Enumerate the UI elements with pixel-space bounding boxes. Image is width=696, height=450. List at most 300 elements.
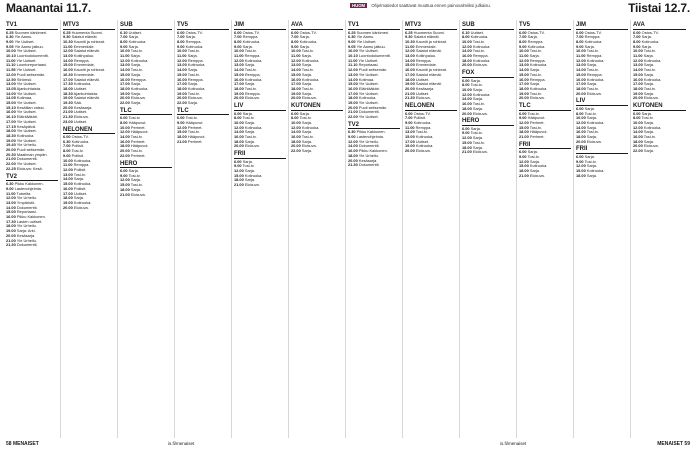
channel-heading: SUB	[120, 22, 172, 30]
program-time: 20.00	[120, 148, 130, 154]
program-time: 11.00	[120, 53, 130, 59]
program-time: 12.00	[462, 91, 472, 97]
program-title: Strömsö.	[16, 76, 33, 82]
program-title: Lastenohjelmia.	[14, 185, 42, 191]
program-time: 14.00	[177, 67, 187, 73]
program-title: Kotiruoka.	[586, 168, 605, 174]
program-title: Salatut elämät.	[73, 95, 100, 101]
program-time: 17.00	[576, 81, 586, 87]
program-title: Sarja.	[586, 124, 598, 130]
program-time: 21.30	[348, 162, 358, 168]
program-time: 9.05	[6, 43, 14, 49]
program-title: Tosi-tv.	[301, 67, 314, 73]
program-title: Yle Uutiset.	[358, 71, 379, 77]
program-title: Yle Urheilu.	[358, 138, 379, 144]
program-time: 15.00	[576, 168, 586, 174]
program-title: Sarja.	[301, 148, 313, 154]
program-time: 14.00	[63, 176, 73, 182]
program-time: 9.00	[405, 119, 413, 125]
program-time: 15.00	[462, 139, 472, 145]
program-time: 21.00	[6, 156, 16, 162]
program-time: 16.00	[291, 134, 301, 140]
program-time: 7.00	[519, 34, 527, 40]
program-time: 8.00	[234, 38, 242, 44]
program-title: Kotiruoka.	[643, 76, 662, 82]
channel-heading: HERO	[120, 161, 172, 169]
program-listing	[348, 163, 400, 168]
program-time: 14.00	[462, 48, 472, 54]
program-title: Sarja.	[472, 87, 484, 93]
program-title: Sarja.	[586, 163, 598, 169]
program-time: 14.00	[6, 90, 16, 96]
program-title: Hääpuvut.	[185, 119, 204, 125]
program-listing	[519, 174, 571, 179]
program-time: 16.10	[6, 114, 16, 120]
program-title: Hääpuvut.	[128, 119, 147, 125]
program-time: 17.15	[6, 123, 16, 129]
program-time: 6.00	[576, 105, 584, 111]
program-time: 20.00	[462, 62, 472, 68]
program-time: 8.00	[462, 34, 470, 40]
program-listing	[234, 144, 286, 149]
program-time: 6.10	[120, 29, 128, 35]
program-listing	[120, 101, 172, 106]
program-time: 18.00	[519, 85, 529, 91]
program-time: 12.00	[63, 48, 73, 54]
program-title: Tosi-tv.	[529, 71, 542, 77]
program-title: Sarja.	[244, 168, 256, 174]
program-time: 21.00	[519, 134, 529, 140]
program-title: Tosi-tv.	[130, 67, 143, 73]
program-time: 9.00	[177, 43, 185, 49]
program-time: 18.00	[63, 85, 73, 91]
program-time: 6.00	[633, 110, 641, 116]
program-title: Sarja.	[242, 43, 253, 49]
program-title: Yle Aamu.	[14, 34, 33, 40]
program-title: Kesäsarja.	[358, 157, 378, 163]
program-time: 8.00	[576, 110, 584, 116]
program-time: 10.00	[234, 119, 244, 125]
program-time: 10.00	[462, 38, 472, 44]
program-title: Tosi-tv.	[244, 134, 257, 140]
program-time: 20.00	[6, 232, 16, 238]
program-time: 15.00	[6, 100, 16, 106]
program-time: 6.00	[405, 110, 413, 116]
program-time: 15.00	[177, 129, 187, 135]
program-time: 20.00	[234, 95, 244, 101]
program-time: 7.00	[576, 34, 584, 40]
program-title: Reportaasi.	[16, 209, 37, 215]
program-title: Yle Uutiset.	[14, 38, 35, 44]
program-time: 10.00	[120, 124, 130, 130]
program-time: 12.00	[234, 57, 244, 63]
program-title: Sarja.	[242, 110, 253, 116]
program-title: Huomenta Suomi.	[413, 29, 445, 35]
program-time: 9.00	[6, 38, 14, 44]
program-title: Yle Uutiset.	[358, 100, 379, 106]
program-listing	[6, 243, 58, 248]
program-title: Kotiruoka.	[472, 91, 491, 97]
program-title: Sää.	[73, 100, 82, 106]
program-title: Sarja.	[128, 168, 139, 174]
program-time: 16.30	[63, 71, 73, 77]
program-title: Elokuva.	[244, 95, 260, 101]
program-title: Tosi-tv.	[470, 82, 483, 88]
program-title: Tosi-tv.	[187, 90, 200, 96]
channel-heading: AVA	[633, 22, 686, 30]
program-title: Perheet.	[529, 134, 545, 140]
program-time: 12.00	[519, 57, 529, 63]
program-title: Kotiruoka.	[301, 57, 320, 63]
program-title: Puoli seitsemän.	[358, 67, 388, 73]
program-time: 16.00	[291, 76, 301, 82]
program-time: 12.50	[6, 76, 16, 82]
program-title: Remppa.	[73, 162, 90, 168]
program-title: Remppa.	[584, 34, 601, 40]
program-title: Ostos-TV.	[641, 29, 659, 35]
program-title: Sarja.	[472, 135, 484, 141]
program-listing	[348, 115, 400, 120]
program-title: Poliisit.	[413, 115, 426, 121]
schedule-column	[576, 20, 631, 438]
program-title: Elokuva.	[73, 114, 89, 120]
program-time: 14.05	[6, 95, 16, 101]
program-title: Dokumentti.	[358, 109, 380, 115]
program-title: Sarja: Arki.	[16, 228, 36, 234]
program-title: Kotiruoka.	[415, 134, 434, 140]
program-title: Uutiset.	[415, 90, 430, 96]
program-title: Yle Uutiset.	[16, 57, 37, 63]
program-title: Kotiruoka.	[413, 119, 432, 125]
program-time: 15.00	[519, 71, 529, 77]
program-title: Puoli seitsemän.	[358, 104, 388, 110]
program-time: 19.00	[405, 143, 415, 149]
program-title: Sarja.	[299, 110, 310, 116]
program-time: 10.00	[291, 48, 301, 54]
program-time: 10.00	[291, 119, 301, 125]
program-title: Sarja.	[643, 129, 655, 135]
program-time: 19.00	[633, 90, 643, 96]
program-time: 15.00	[519, 124, 529, 130]
program-time: 14.00	[576, 67, 586, 73]
program-time: 20.00	[348, 104, 358, 110]
program-title: Suomen kärkimeri.	[14, 29, 48, 35]
program-time: 12.00	[63, 166, 73, 172]
program-title: Tosi-tv.	[472, 101, 485, 107]
program-title: Kotiruoka.	[16, 132, 35, 138]
program-title: Tosi-tv.	[244, 67, 257, 73]
program-time: 6.00	[519, 29, 527, 35]
program-title: Sarja.	[584, 43, 595, 49]
program-time: 18.00	[348, 95, 358, 101]
program-title: Remppa.	[244, 71, 261, 77]
site-link-right[interactable]: is.fi/menaiset	[500, 441, 527, 446]
program-time: 6.10	[462, 29, 470, 35]
program-title: Remppa.	[472, 53, 489, 59]
program-time: 6.25	[405, 29, 413, 35]
program-title: Sarja.	[244, 119, 256, 125]
program-time: 6.00	[234, 110, 242, 116]
program-title: Yle Uutiset.	[16, 48, 37, 54]
schedule-column	[462, 20, 517, 438]
program-title: Kotimaa.	[16, 95, 33, 101]
program-title: Sarja.	[301, 129, 313, 135]
program-time: 16.00	[177, 76, 187, 82]
channel-heading: FRII	[234, 151, 286, 159]
site-link-left[interactable]: is.fi/menaiset	[168, 441, 195, 446]
channel-heading: TV2	[6, 174, 58, 182]
program-title: Yle Aamu.	[356, 34, 375, 40]
program-title: Kesäpäivä.	[16, 123, 37, 129]
program-time: 9.00	[462, 130, 470, 136]
program-title: Luontoreportaasi.	[16, 62, 47, 68]
program-time: 13.00	[63, 171, 73, 177]
program-time: 21.00	[405, 90, 415, 96]
schedule-column	[177, 20, 232, 438]
program-title: Yle Aamu jatkuu.	[14, 43, 44, 49]
program-title: Uutiset.	[415, 138, 430, 144]
program-title: Sarja.	[244, 62, 256, 68]
program-title: Elokuva.	[244, 182, 260, 188]
program-time: 6.00	[291, 110, 299, 116]
program-time: 18.00	[633, 85, 643, 91]
program-time: 12.00	[120, 177, 130, 183]
program-time: 18.00	[177, 134, 187, 140]
program-title: Tosi-tv.	[470, 130, 483, 136]
program-time: 21.00	[519, 172, 529, 178]
program-time: 18.00	[462, 57, 472, 63]
program-time: 20.00	[519, 95, 529, 101]
program-time: 12.00	[6, 195, 16, 201]
program-time: 18.30	[63, 90, 73, 96]
program-title: Kotiinpaluu.	[73, 53, 95, 59]
program-title: Yle Urheilu.	[16, 237, 37, 243]
program-title: Uutiset.	[73, 85, 88, 91]
program-time: 16.00	[234, 134, 244, 140]
program-title: Elokuva.	[301, 95, 317, 101]
program-time: 14.00	[120, 134, 130, 140]
program-time: 11.00	[63, 162, 73, 168]
program-time: 9.00	[348, 134, 356, 140]
program-title: Sarja.	[128, 34, 139, 40]
program-title: Hääpuvut.	[527, 115, 546, 121]
program-title: Tosi-tv.	[187, 71, 200, 77]
program-title: Emmerdale.	[73, 62, 95, 68]
program-time: 18.00	[576, 134, 586, 140]
program-title: Sarja.	[641, 43, 652, 49]
program-title: Sarja.	[643, 138, 655, 144]
program-listing	[519, 96, 571, 101]
channel-heading: TV2	[348, 122, 400, 130]
program-title: Kotiruoka.	[527, 43, 546, 49]
program-time: 12.00	[177, 124, 187, 130]
program-title: Kotiruoka.	[130, 57, 149, 63]
channel-heading: NELONEN	[405, 103, 457, 111]
program-time: 11.00	[63, 43, 73, 49]
program-title: Kotiruoka.	[244, 57, 263, 63]
program-title: Sarja.	[73, 176, 85, 182]
program-listing	[291, 149, 343, 154]
schedule-column	[234, 20, 289, 438]
program-title: Kotiruoka.	[301, 124, 320, 130]
program-title: Sarja.	[130, 81, 142, 87]
program-time: 6.00	[576, 29, 584, 35]
program-title: Sarja.	[187, 81, 199, 87]
program-time: 11.00	[576, 53, 586, 59]
program-title: Remppa.	[187, 57, 204, 63]
program-title: Huomenta Suomi.	[71, 29, 103, 35]
program-time: 9.00	[633, 43, 641, 49]
program-title: Sarja.	[244, 81, 256, 87]
program-time: 8.00	[177, 38, 185, 44]
program-time: 20.00	[576, 138, 586, 144]
program-time: 10.00	[576, 115, 586, 121]
program-title: Perheet.	[130, 138, 146, 144]
program-title: Sarja.	[586, 115, 598, 121]
program-listing	[633, 96, 686, 101]
program-title: Kotiruoka.	[185, 43, 204, 49]
program-time: 17.00	[405, 138, 415, 144]
program-title: Sarja.	[527, 34, 538, 40]
program-title: Tosi-tv.	[187, 129, 200, 135]
program-title: Sarja.	[470, 77, 481, 83]
program-title: Dokumentti.	[358, 143, 380, 149]
program-title: Tosi-tv.	[301, 85, 314, 91]
program-title: Kotiruoka.	[472, 43, 491, 49]
program-title: Tosi-tv.	[527, 110, 540, 116]
program-title: Elokuva.	[244, 143, 260, 149]
program-title: Yle Uutiset.	[16, 128, 37, 134]
program-time: 14.00	[633, 129, 643, 135]
program-time: 6.30	[63, 138, 71, 144]
program-title: Salatut elämät.	[415, 48, 442, 54]
program-title: Poliisit.	[71, 143, 84, 149]
program-title: Hääpuvut.	[130, 143, 149, 149]
program-title: Remppa.	[73, 57, 90, 63]
program-title: Yle Urheilu.	[358, 152, 379, 158]
program-title: Tosi-tv.	[527, 153, 540, 159]
program-time: 11.00	[6, 57, 16, 63]
program-time: 11.00	[234, 53, 244, 59]
program-time: 16.00	[234, 76, 244, 82]
program-title: Yle Urheilu.	[16, 223, 37, 229]
program-title: Sarja.	[299, 34, 310, 40]
program-time: 21.00	[348, 109, 358, 115]
program-title: Poliisit.	[71, 152, 84, 158]
program-title: Sarja.	[472, 105, 484, 111]
program-title: Kesäsarja.	[415, 85, 435, 91]
program-time: 11.10	[6, 62, 16, 68]
program-title: Remppa.	[185, 38, 202, 44]
channel-heading: FRII	[519, 142, 571, 150]
program-title: Pikku Kakkonen.	[358, 148, 388, 154]
program-listing	[177, 101, 229, 106]
program-title: Elokuva: Kesä.	[16, 165, 43, 171]
program-title: Kotiruoka.	[584, 38, 603, 44]
program-time: 9.00	[576, 43, 584, 49]
program-title: Remppa.	[529, 57, 546, 63]
program-title: Kotiruoka.	[358, 95, 377, 101]
program-listing	[6, 167, 58, 172]
program-time: 18.30	[6, 132, 16, 138]
program-time: 20.00	[348, 157, 358, 163]
program-title: Eläinlääkäri.	[16, 114, 39, 120]
program-title: Uutiset.	[415, 76, 430, 82]
program-time: 9.00	[348, 38, 356, 44]
program-time: 16.00	[120, 76, 130, 82]
program-time: 13.00	[405, 129, 415, 135]
program-title: Yle Aamu jatkuu.	[356, 43, 386, 49]
program-title: Poliisit.	[73, 166, 87, 172]
program-time: 11.00	[6, 190, 16, 196]
program-title: Remppa.	[242, 34, 259, 40]
program-title: Salatut elämät.	[415, 71, 442, 77]
program-time: 10.00	[63, 157, 73, 163]
program-title: Tosi-tv.	[472, 38, 485, 44]
page-header	[0, 0, 696, 18]
program-title: Sarja.	[529, 158, 541, 164]
channel-heading: LIV	[576, 98, 628, 106]
program-time: 13.00	[291, 62, 301, 68]
program-time: 10.00	[462, 87, 472, 93]
program-title: Remppa.	[586, 71, 603, 77]
program-time: 6.00	[291, 29, 299, 35]
program-title: Yle Uutiset.	[16, 81, 37, 87]
program-title: Maailman ympäri.	[16, 151, 48, 157]
program-time: 14.00	[6, 204, 16, 210]
program-time: 19.00	[405, 81, 415, 87]
program-time: 7.00	[633, 34, 641, 40]
program-title: Sarja.	[586, 134, 598, 140]
program-title: Uutiset.	[128, 29, 142, 35]
program-time: 9.00	[6, 185, 14, 191]
program-time: 6.00	[519, 149, 527, 155]
program-title: Elokuva.	[301, 143, 317, 149]
program-time: 14.00	[348, 143, 358, 149]
program-time: 19.00	[120, 90, 130, 96]
program-title: Eläinlääkäri.	[358, 85, 381, 91]
program-time: 18.00	[6, 128, 16, 134]
program-time: 12.00	[6, 71, 16, 77]
program-time: 18.00	[120, 186, 130, 192]
program-time: 16.00	[576, 76, 586, 82]
program-time: 22.00	[348, 114, 358, 120]
program-time: 18.00	[576, 85, 586, 91]
program-title: Ostos-TV.	[413, 110, 431, 116]
program-title: Sarja.	[643, 71, 655, 77]
day-title-tuesday: Tiistai 12.7.	[628, 1, 690, 15]
channel-heading: TLC	[519, 103, 571, 111]
program-listing	[576, 174, 628, 179]
program-title: Salatut elämät.	[73, 48, 100, 54]
program-title: Remppa.	[130, 76, 147, 82]
program-time: 9.30	[405, 34, 413, 40]
program-title: Tosi-tv.	[529, 48, 542, 54]
program-title: Tosi-tv.	[641, 115, 654, 121]
program-title: Luontodokumentti.	[16, 53, 49, 59]
program-time: 14.00	[348, 76, 358, 82]
program-time: 9.30	[63, 34, 71, 40]
schedule-column	[63, 20, 118, 438]
program-time: 9.05	[348, 43, 356, 49]
program-time: 18.00	[519, 168, 529, 174]
program-time: 17.00	[291, 81, 301, 87]
program-listing	[63, 206, 115, 211]
program-title: Kotimaa.	[358, 76, 375, 82]
program-time: 12.00	[177, 57, 187, 63]
program-time: 17.00	[63, 190, 73, 196]
program-time: 10.00	[519, 48, 529, 54]
